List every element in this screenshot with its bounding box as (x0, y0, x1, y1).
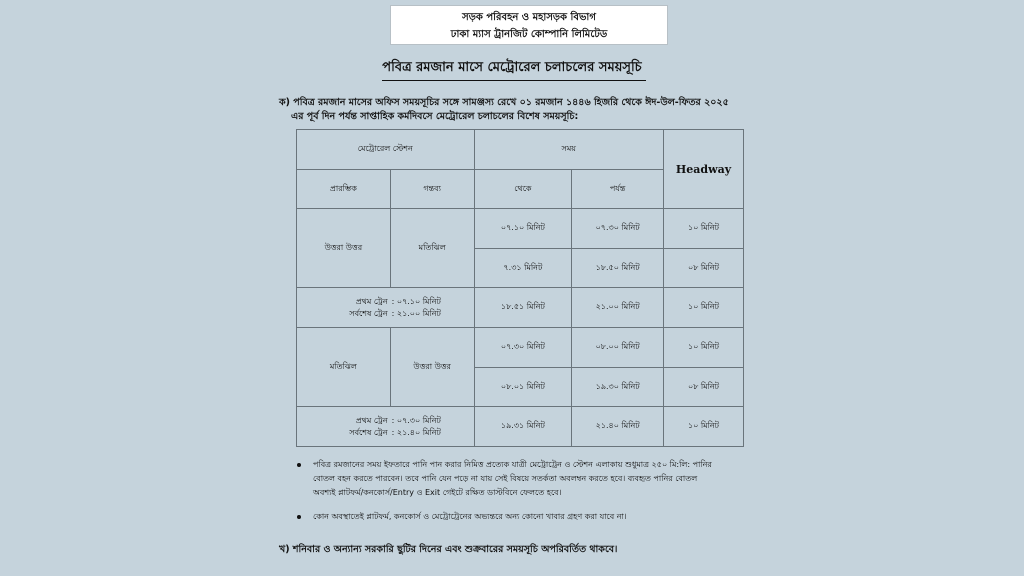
last-train-time: : ২১.৪০ মিনিট (391, 427, 441, 437)
headway-cell: ১০ মিনিট (664, 288, 744, 328)
table-header-row (297, 130, 744, 170)
note-1-line-2: বোতল বহন করতে পারবেন। তবে পানি যেন পড়ে না যায় সেই বিষয়ে সতর্কতা অবলম্বন করতে হবে। ব্যবহৃত পানির বোতল (313, 474, 698, 483)
from-cell: ৭.৩১ মিনিট (474, 249, 572, 288)
from-cell: ০৭.৩০ মিনিট (474, 328, 572, 368)
headway-cell: ১০ মিনিট (664, 407, 744, 447)
intro-line-1: ক) পবিত্র রমজান মাসের অফিস সময়সূচির সঙ্গে সামঞ্জস্য রেখে ০১ রমজান ১৪৪৬ হিজরি থেকে ঈদ-উল-ফিতর ২০২৫ (279, 97, 729, 108)
headway-header: Headway (664, 130, 744, 209)
table-row (297, 407, 744, 447)
first-train-time: : ০৭.৩০ মিনিট (391, 415, 441, 425)
list-item (295, 458, 755, 500)
title-underline (382, 80, 646, 81)
origin-header: প্রারম্ভিক (297, 170, 391, 209)
destination-cell: উত্তরা উত্তর (390, 328, 474, 407)
header-box (390, 5, 668, 45)
destination-header: গন্তব্য (390, 170, 474, 209)
company-name: ঢাকা ম্যাস ট্রানজিট কোম্পানি লিমিটেড (450, 29, 608, 40)
first-last-train-cell (297, 288, 475, 328)
headway-cell: ১০ মিনিট (664, 328, 744, 368)
note-1-line-3: অবশ্যই প্লাটফর্ম/কনকোর্স/Entry ও Exit গেইটে রক্ষিত ডাস্টবিনে ফেলতে হবে। (313, 488, 562, 497)
from-cell: ০৭.১০ মিনিট (474, 209, 572, 249)
to-cell: ২১.০০ মিনিট (572, 288, 664, 328)
schedule-table (296, 129, 744, 447)
ministry-name: সড়ক পরিবহন ও মহাসড়ক বিভাগ (462, 12, 596, 23)
from-header: থেকে (474, 170, 572, 209)
origin-cell: উত্তরা উত্তর (297, 209, 391, 288)
first-train-label: প্রথম ট্রেন (355, 296, 388, 306)
from-cell: ১৯.৩১ মিনিট (474, 407, 572, 447)
last-train-time: : ২১.০০ মিনিট (391, 308, 441, 318)
notes-list (295, 458, 755, 534)
to-cell: ১৯.৩০ মিনিট (572, 368, 664, 407)
from-cell: ০৮.০১ মিনিট (474, 368, 572, 407)
from-cell: ১৮.৫১ মিনিট (474, 288, 572, 328)
intro-paragraph (279, 96, 749, 124)
headway-cell: ১০ মিনিট (664, 209, 744, 249)
first-last-train-cell (297, 407, 475, 447)
note-1-line-1: পবিত্র রমজানের সময় ইফতারে পানি পান করার নিমিত্ত প্রত্যেক যাত্রী মেট্রোট্রেন ও স্টেশন এলাকায় শুধুমাত্র ২৫০ মি:লি: পানির (313, 460, 712, 469)
first-train-time: : ০৭.১০ মিনিট (391, 296, 441, 306)
to-header: পর্যন্ত (572, 170, 664, 209)
note-2: কোন অবস্থাতেই প্লাটফর্ম, কনকোর্স ও মেট্রোট্রেনের অভ্যন্তরে অন্য কোনো খাবার গ্রহণ করা যাবে না। (313, 512, 627, 521)
list-item (295, 510, 755, 524)
table-row (297, 209, 744, 249)
time-header: সময় (474, 130, 663, 170)
last-train-label: সর্বশেষ ট্রেন (349, 427, 388, 437)
origin-cell: মতিঝিল (297, 328, 391, 407)
intro-line-2: এর পূর্ব দিন পর্যন্ত সাপ্তাহিক কর্মদিবসে মেট্রোরেল চলাচলের বিশেষ সময়সূচি: (291, 111, 579, 122)
station-header: মেট্রোরেল স্টেশন (297, 130, 475, 170)
headway-cell: ০৮ মিনিট (664, 249, 744, 288)
destination-cell: মতিঝিল (390, 209, 474, 288)
to-cell: ২১.৪০ মিনিট (572, 407, 664, 447)
to-cell: ১৮.৫০ মিনিট (572, 249, 664, 288)
table-row (297, 288, 744, 328)
table-row (297, 328, 744, 368)
page-title: পবিত্র রমজান মাসে মেট্রোরেল চলাচলের সময়সূচি (382, 60, 642, 75)
footer-note: খ) শনিবার ও অন্যান্য সরকারি ছুটির দিনের এবং শুক্রবারের সময়সূচি অপরিবর্তিত থাকবে। (279, 544, 618, 555)
to-cell: ০৭.৩০ মিনিট (572, 209, 664, 249)
headway-cell: ০৮ মিনিট (664, 368, 744, 407)
last-train-label: সর্বশেষ ট্রেন (349, 308, 388, 318)
to-cell: ০৮.০০ মিনিট (572, 328, 664, 368)
first-train-label: প্রথম ট্রেন (355, 415, 388, 425)
